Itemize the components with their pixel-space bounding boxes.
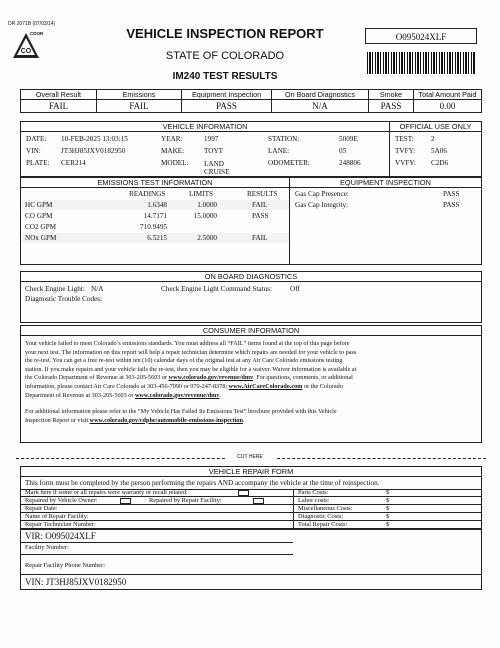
- summary-header: On Board Diagnostics: [271, 90, 368, 99]
- obd-section: [20, 271, 482, 323]
- date-label: DATE:: [26, 135, 47, 143]
- test-label: TEST:: [395, 135, 414, 143]
- consumer-line: information, please contact Air Care Colorado at 303-456-7090 or 970-247-8378; www.AirCareColorado.com or the Colorado: [25, 382, 343, 390]
- emission-reading: 1.6348: [147, 201, 167, 209]
- odometer-label: ODOMETER:: [268, 159, 310, 167]
- cost-label: Total Repair Costs:: [298, 521, 348, 528]
- diagnostic-cost-field[interactable]: [294, 513, 481, 521]
- facility-name-field[interactable]: [21, 513, 293, 521]
- emission-row-hc: [22, 200, 289, 210]
- emissions-result-value: FAIL: [96, 100, 181, 112]
- emission-name: HC GPM: [25, 201, 53, 209]
- model-label: MODEL:: [161, 159, 189, 167]
- summary-header: Overall Result: [35, 90, 82, 99]
- cost-label: Labor costs:: [298, 497, 330, 504]
- by-owner-label: Repaired by Vehicle Owner:: [25, 497, 98, 504]
- facility-phone-label[interactable]: Repair Facility Phone Number:: [25, 562, 106, 569]
- emission-name: NOx GPM: [25, 234, 57, 242]
- command-status-label: Check Engine Light Command Status:: [161, 285, 272, 293]
- repair-form-section: [20, 466, 482, 590]
- consumer-info-body: [25, 340, 479, 425]
- summary-header: Total Amount Paid: [413, 90, 481, 99]
- tech-number-field[interactable]: [21, 521, 293, 529]
- model-value: LAND CRUISE: [204, 160, 230, 177]
- facility-phone-rule: [21, 554, 293, 555]
- year-value: 1997: [204, 135, 219, 143]
- smoke-result-value: PASS: [368, 100, 413, 112]
- command-status-value: Off: [290, 285, 300, 293]
- cdphe-link[interactable]: www.colorado.gov/cdphe/automobile-emissions-inspection: [89, 416, 243, 424]
- consumer-line: For additional information please refer to the “My Vehicle Has Failed Its Emissions Test” brochure provided with this Vehicle: [25, 408, 337, 416]
- by-facility-checkbox[interactable]: [253, 498, 264, 504]
- emission-name: CO2 GPM: [25, 223, 56, 231]
- emissions-equipment-section: [20, 177, 482, 265]
- consumer-info-title: CONSUMER INFORMATION: [21, 326, 481, 336]
- report-id-box: [365, 28, 477, 44]
- summary-header: Emissions: [96, 90, 181, 99]
- labor-cost-field[interactable]: [294, 497, 481, 505]
- vir-number: VIR: O095024XLF: [25, 531, 96, 541]
- gas-cap-presence-label: Gas Cap Presence:: [295, 190, 349, 198]
- emission-result: PASS: [252, 212, 269, 220]
- vir-rule: [21, 529, 481, 530]
- vin-value: JT3HJ85JXV0182950: [61, 147, 126, 155]
- consumer-line: Inspection Report or visit www.colorado.gov/cdphe/automobile-emissions-inspection.: [25, 416, 245, 424]
- summary-header: Equipment Inspection: [181, 90, 271, 99]
- warranty-row: [21, 489, 293, 497]
- tvfy-value: 5A06: [431, 147, 447, 155]
- limits-header: LIMITS: [189, 190, 213, 198]
- emission-result: FAIL: [252, 201, 268, 209]
- summary-header: Smoke: [368, 90, 413, 99]
- readings-header: READINGS: [129, 190, 166, 198]
- repair-instructions: This form must be completed by the person performing the repairs AND accompany the vehicle at the time of reinspection.: [25, 479, 380, 487]
- test-value: 2: [431, 135, 435, 143]
- emission-row-nox: [22, 233, 289, 243]
- by-facility-label: Repaired by Repair Facility:: [149, 497, 222, 504]
- cost-value: $: [386, 521, 390, 528]
- colorado-logo: [12, 31, 44, 60]
- consumer-line: Department of Revenue at 303-205-5603 or www.colorado.gov/revenue/dmv.: [25, 391, 221, 399]
- warranty-label: Mark here if some or all repairs were warranty or recall related:: [25, 489, 188, 496]
- repair-form-title: VEHICLE REPAIR FORM: [21, 467, 481, 477]
- test-name: IM240 TEST RESULTS: [172, 71, 278, 82]
- emission-limit: 15.0000: [193, 212, 217, 220]
- vvfy-label: VVFY:: [395, 159, 416, 167]
- vehicle-info-title: VEHICLE INFORMATION: [21, 122, 389, 132]
- cut-here-label: CUT HERE: [225, 454, 275, 460]
- dmv-link-2[interactable]: www.colorado.gov/revenue/dmv: [134, 391, 220, 399]
- parts-cost-field[interactable]: [294, 489, 481, 497]
- cost-label: Parts Costs:: [298, 489, 329, 496]
- summary-table: [20, 89, 482, 113]
- summary-header-row: [21, 90, 481, 100]
- consumer-line: your next test. The information on this report will help a repair technician determine which repairs are needed for your vehicle to pass: [25, 348, 357, 356]
- cost-label: Diagnostic Costs:: [298, 513, 344, 520]
- check-engine-light-label: Check Engine Light:: [25, 285, 85, 293]
- gas-cap-presence-value: PASS: [443, 190, 460, 198]
- equipment-divider: [289, 178, 290, 264]
- equipment-result-value: PASS: [181, 100, 271, 112]
- emission-reading: 710.9495: [140, 223, 167, 231]
- check-engine-light-value: N/A: [91, 285, 104, 293]
- station-label: STATION:: [268, 135, 300, 143]
- trouble-codes-label: Diagnostic Trouble Codes:: [25, 295, 103, 303]
- vin-label: VIN:: [26, 147, 41, 155]
- facility-number-label[interactable]: Facility Number:: [25, 544, 69, 551]
- consumer-line: station. If you make repairs and your vehicle fails the re-test, then you may be eligible for a waiver. Waiver information is available at: [25, 365, 357, 373]
- logo-top-text: CDOR: [30, 31, 44, 36]
- obd-title: ON BOARD DIAGNOSTICS: [21, 272, 481, 282]
- lane-label: LANE:: [268, 147, 290, 155]
- form-code: DR 2071B (07/03/14): [8, 21, 56, 27]
- repaired-by-row: [21, 497, 293, 505]
- cost-value: $: [386, 489, 390, 496]
- emission-reading: 6.5215: [147, 234, 167, 242]
- consumer-line: Your vehicle failed to meet Colorado’s emissions standards. You must address all “FAIL” items found at the top of this page before: [25, 340, 350, 347]
- tvfy-label: TVFY:: [395, 147, 416, 155]
- report-id: O095024XLF: [395, 32, 447, 42]
- vvfy-value: C2D6: [431, 159, 449, 167]
- odometer-value: 248806: [339, 159, 361, 167]
- by-owner-checkbox[interactable]: [120, 498, 131, 504]
- station-value: 5009E: [339, 135, 358, 143]
- lane-value: 05: [339, 147, 347, 155]
- dmv-link[interactable]: www.colorado.gov/revenue/dmv: [168, 374, 254, 382]
- make-value: TOYT: [204, 147, 224, 155]
- equipment-title: EQUIPMENT INSPECTION: [290, 178, 481, 188]
- misc-cost-field[interactable]: [294, 505, 481, 513]
- facility-name-label: Name of Repair Facility:: [25, 513, 89, 520]
- vehicle-info-section: [20, 121, 482, 177]
- cost-value: $: [386, 505, 390, 512]
- emission-limit: 1.0000: [197, 201, 217, 209]
- report-barcode: [367, 52, 475, 74]
- results-header: RESULTS: [247, 190, 278, 198]
- repair-date-label: Repair Date:: [25, 505, 58, 512]
- cost-label: Miscellaneous Costs:: [298, 505, 353, 512]
- consumer-line: the re-test. You can get a free re-test within ten (10) calendar days of the original test at any Air Care Colorado emissions testing: [25, 357, 343, 365]
- amount-paid-value: 0.00: [413, 100, 481, 112]
- emission-name: CO GPM: [25, 212, 53, 220]
- gas-cap-integrity-value: PASS: [443, 201, 460, 209]
- emission-reading: 14.7171: [143, 212, 167, 220]
- consumer-line: the Colorado Department of Revenue at 303-205-5603 or www.colorado.gov/revenue/dmv. For questions, comments, or additional: [25, 374, 353, 382]
- emissions-title: EMISSIONS TEST INFORMATION: [21, 178, 289, 188]
- total-cost-field[interactable]: [294, 521, 481, 529]
- summary-value-row: [21, 100, 481, 112]
- report-title: VEHICLE INSPECTION REPORT: [126, 26, 324, 41]
- repair-date-field[interactable]: [21, 505, 293, 513]
- repair-vin: VIN: JT3HJ85JXV0182950: [25, 577, 127, 587]
- colorado-logo-mark: [12, 32, 40, 60]
- date-value: 10-FEB-2025 13:03:15: [61, 135, 128, 143]
- plate-value: CER214: [61, 159, 86, 167]
- logo-text: CO: [20, 48, 32, 55]
- year-label: YEAR:: [161, 135, 183, 143]
- make-label: MAKE:: [161, 147, 185, 155]
- facility-number-rule: [21, 542, 293, 543]
- aircare-link[interactable]: www.AirCareColorado.com: [228, 382, 303, 390]
- cost-value: $: [386, 497, 390, 504]
- cost-value: $: [386, 513, 390, 520]
- obd-result-value: N/A: [271, 100, 368, 112]
- emission-row-co: [22, 211, 289, 221]
- consumer-spacer: [25, 400, 479, 408]
- emission-result: FAIL: [252, 234, 268, 242]
- overall-result-value: FAIL: [48, 101, 69, 111]
- warranty-checkbox[interactable]: [238, 490, 249, 496]
- plate-label: PLATE:: [26, 159, 50, 167]
- emission-row-co2: [22, 222, 289, 232]
- official-use-title: OFFICIAL USE ONLY: [390, 122, 481, 132]
- gas-cap-integrity-label: Gas Cap Integrity:: [295, 201, 349, 209]
- emission-limit: 2.5000: [197, 234, 217, 242]
- consumer-info-section: [20, 325, 482, 443]
- repair-costs: [294, 489, 481, 529]
- tech-number-label: Repair Technician Number:: [25, 521, 96, 528]
- state-name: STATE OF COLORADO: [165, 50, 285, 62]
- vin-rule: [21, 574, 481, 575]
